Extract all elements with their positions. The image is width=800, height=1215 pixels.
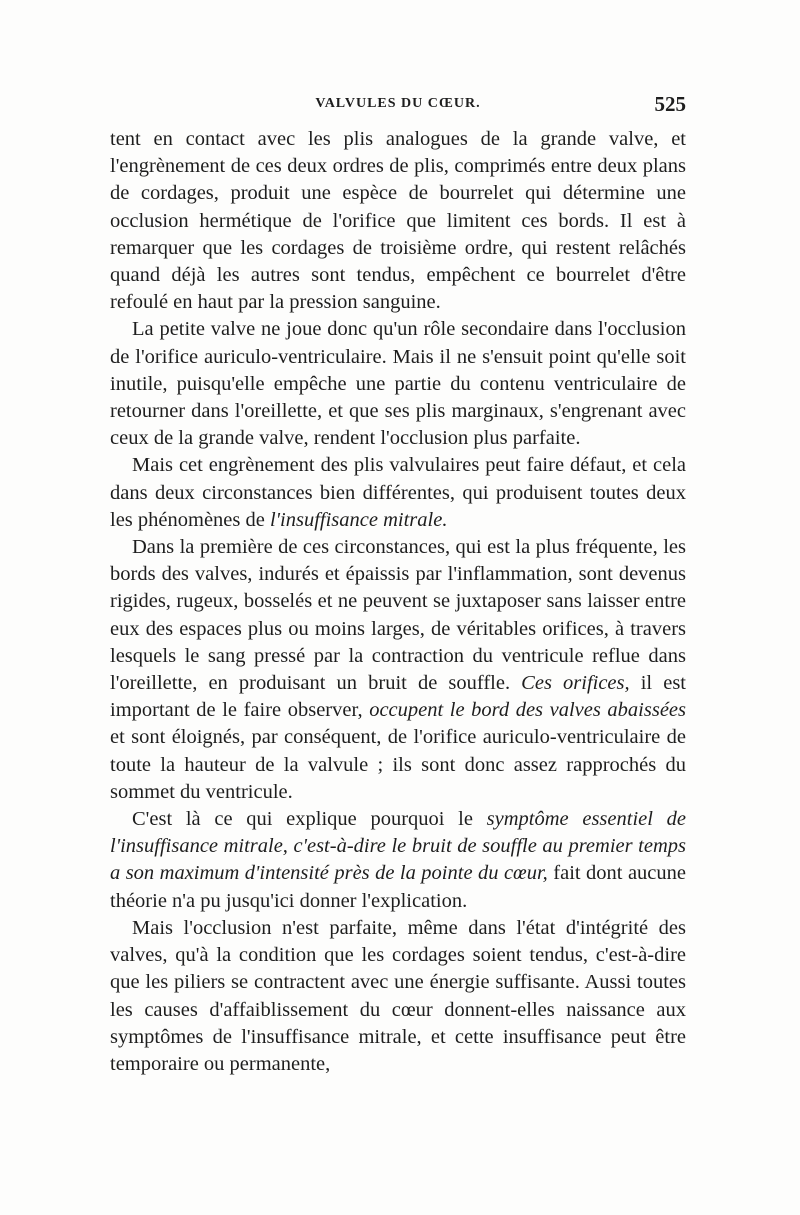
italic-text: symptôme essentiel de l'insuffisance mitrale, c'est-à-dire le bruit de souffle au premier temps a son maximum d'intensité près de la pointe du cœur,: [110, 808, 686, 885]
paragraph-3: [110, 452, 686, 534]
paragraph-2: [110, 316, 686, 452]
paragraph-text: fait dont aucune théorie n'a pu jusqu'ici donner l'explication.: [110, 862, 686, 912]
paragraph-text: Mais l'occlusion n'est parfaite, même dans l'état d'intégrité des valves, qu'à la condition que les cordages soient tendus, c'est-à-dire que les piliers se contractent avec une énergie suffisante. Aussi toutes les causes d'affaiblissement du cœur donnent-elles naissance aux symptômes de l'insuffisance mitrale, et cette insuffisance peut être temporaire ou permanente,: [110, 916, 686, 1075]
italic-text: Ces orifices,: [521, 672, 630, 695]
paragraph-1: [110, 126, 686, 316]
body-text: [110, 126, 686, 1078]
paragraph-5: [110, 806, 686, 915]
paragraph-6: [110, 915, 686, 1078]
paragraph-4: [110, 534, 686, 806]
paragraph-text: Mais cet engrènement des plis valvulaires peut faire défaut, et cela dans deux circonstances bien différentes, qui produisent toutes deux les phénomènes de: [110, 454, 686, 531]
paragraph-text: C'est là ce qui explique pourquoi le: [132, 808, 487, 831]
italic-text: l'insuffisance mitrale.: [269, 508, 448, 531]
page-number: 525: [654, 92, 686, 116]
italic-text: occupent le bord des valves abaissées: [369, 699, 686, 722]
running-title: VALVULES DU CŒUR.: [315, 96, 481, 111]
paragraph-text: La petite valve ne joue donc qu'un rôle secondaire dans l'occlusion de l'orifice auriculo-ventriculaire. Mais il ne s'ensuit point qu'elle soit inutile, puisqu'elle empêche une partie du contenu ventriculaire de retourner dans l'oreillette, et que ses plis marginaux, s'engrenant avec ceux de la grande valve, rendent l'occlusion plus parfaite.: [110, 318, 686, 450]
paragraph-text: et sont éloignés, par conséquent, de l'orifice auriculo-ventriculaire de toute la hauteur de la valvule ; ils sont donc assez rapprochés du sommet du ventricule.: [110, 726, 686, 803]
running-head: [110, 92, 686, 120]
paragraph-text: tent en contact avec les plis analogues de la grande valve, et l'engrènement de ces deux ordres de plis, comprimés entre deux plans de cordages, produit une espèce de bourrelet qui détermine une occlusion hermétique de l'orifice que limitent ces bords. Il est à remarquer que les cordages de troisième ordre, qui restent relâchés quand déjà les autres sont tendus, empêchent ce bourrelet d'être refoulé en haut par la pression sanguine.: [110, 128, 686, 314]
paragraph-text: il est important de le faire observer,: [110, 672, 686, 722]
paragraph-text: Dans la première de ces circonstances, qui est la plus fréquente, les bords des valves, indurés et épaissis par l'inflammation, sont devenus rigides, rugeux, bosselés et ne peuvent se juxtaposer sans laisser entre eux des espaces plus ou moins larges, de véritables orifices, à travers lesquels le sang pressé par la contraction du ventricule reflue dans l'oreillette, en produisant un bruit de souffle.: [110, 536, 686, 695]
